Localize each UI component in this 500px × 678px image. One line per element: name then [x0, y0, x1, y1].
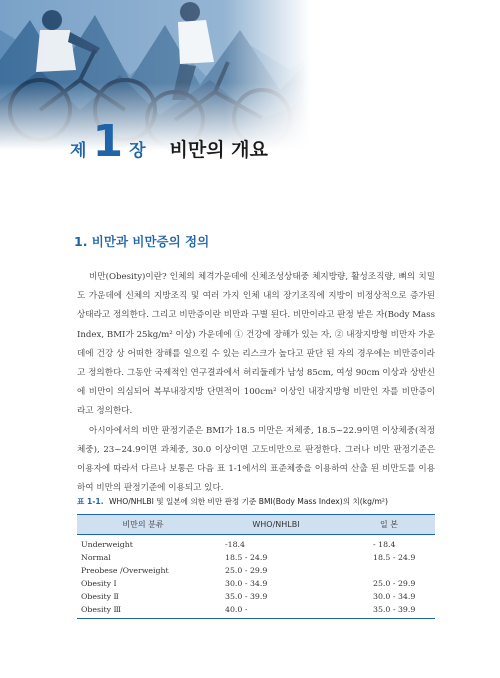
row-who-value: 30.0 - 34.9 [225, 578, 268, 588]
header-who: WHO/NHLBI [209, 515, 343, 535]
row-classification: Normal [81, 552, 111, 562]
table-row [77, 535, 435, 552]
body-text [77, 268, 435, 498]
paragraph-criteria: 아시아에서의 비만 판정기준은 BMI가 18.5 미만은 저체중, 18.5~22.9이면 이상체중(적정체중), 23~24.9이면 과체중, 30.0 이상이면 고도비만으로 판정한다. 그러나 비만 판정기준은 이용자에 따라서 다르나 보통은 다음 표 1-1에서의 표준체중을 이용하여 산출 된 비만도를 이용하여 비만의 판정기준에 이용되고 있다. [77, 425, 435, 494]
row-japan-value [343, 564, 435, 577]
chapter-title [70, 116, 268, 170]
table-row [77, 564, 435, 577]
row-who-value: 40.0 - [209, 603, 343, 619]
chapter-number: 1 [92, 116, 124, 167]
table-header-row [77, 515, 435, 535]
table-caption-text: WHO/NHLBI 및 일본에 의한 비만 판정 기준 BMI(Body Mass Index)의 치(kg/m²) [109, 497, 388, 506]
bmi-table [77, 514, 435, 619]
row-classification: Obesity Ⅲ [77, 603, 209, 619]
row-who-value: -18.4 [225, 539, 245, 549]
row-classification: Obesity Ⅰ [81, 578, 117, 588]
table-row [77, 551, 435, 564]
header-japan: 일 본 [343, 515, 435, 535]
row-who-value: 35.0 - 39.9 [225, 591, 268, 601]
row-classification: Underweight [81, 539, 133, 549]
row-who-value: 18.5 - 24.9 [225, 552, 268, 562]
row-japan-value: 25.0 - 29.9 [373, 578, 416, 588]
row-japan-value: - 18.4 [373, 539, 396, 549]
row-japan-value: 30.0 - 34.9 [373, 591, 416, 601]
paragraph-definition: 비만(Obesity)이란? 인체의 체격가운데에 신체조성상태중 체지방량, 활성조직량, 뼈의 치밀도 가운데에 신체의 지방조직 및 여러 가지 인체 내의 장기조직에 지방이 비정상적으로 증가된 상태라고 정의한다. 그리고 비만증이란 비만과 구별 된다. 비만이라고 판정 받은 자(Body Mass Index, BMI가 25kg/m² 이상) 가운데에 ① 건강에 장해가 있는 자, ② 내장지방형 비만자 가운데에 건강 상 어떠한 장해를 일으킬 수 있는 리스크가 높다고 판단 된 자의 경우에는 비만증이라고 정의한다. 그동안 국제적인 연구결과에서 허리둘레가 남성 85cm, 여성 90cm 이상과 상반신에 비만이 의심되어 복부내장지방 단면적이 100cm² 이상인 내장지방형 비만인 자를 비만증이라고 정의한다. [77, 272, 435, 417]
row-japan-value: 35.0 - 39.9 [343, 603, 435, 619]
table-caption [77, 496, 388, 507]
header-classification: 비만의 분류 [77, 515, 209, 535]
table-row [77, 603, 435, 619]
table-row [77, 577, 435, 590]
row-who-value: 25.0 - 29.9 [225, 565, 268, 575]
chapter-name: 비만의 개요 [169, 139, 268, 161]
table-row [77, 590, 435, 603]
section-heading: 1. 비만과 비만증의 정의 [74, 234, 210, 249]
row-classification: Preobese /Overweight [81, 565, 169, 575]
row-classification: Obesity Ⅱ [81, 591, 119, 601]
chapter-prefix: 제 [70, 141, 87, 161]
chapter-suffix: 장 [129, 141, 146, 161]
row-japan-value: 18.5 - 24.9 [373, 552, 416, 562]
table-caption-number: 표 1-1. [77, 497, 104, 506]
